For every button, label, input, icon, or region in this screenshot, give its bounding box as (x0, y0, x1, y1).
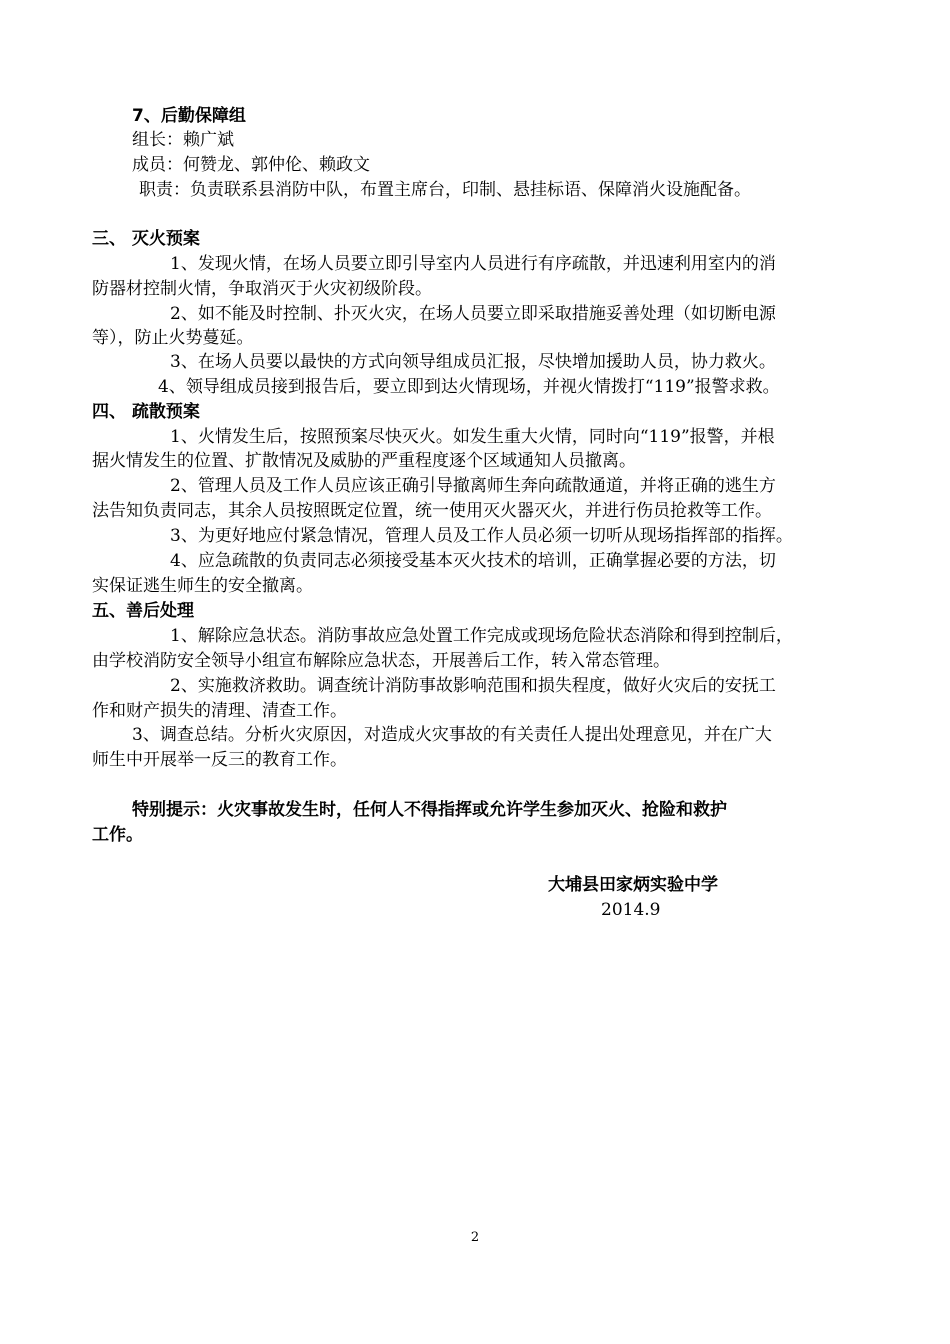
section3-p3: 3、在场人员要以最快的方式向领导组成员汇报，尽快增加援助人员，协力救火。 (170, 352, 776, 372)
section4-p2-line1: 2、管理人员及工作人员应该正确引导撤离师生奔向疏散通道，并将正确的逃生方 (170, 476, 776, 496)
section3-p4: 4、领导组成员接到报告后，要立即到达火情现场，并视火情拨打“119”报警求救。 (158, 377, 780, 397)
section4-p3: 3、为更好地应付紧急情况，管理人员及工作人员必须一切听从现场指挥部的指挥。 (170, 526, 793, 546)
section5-p2-line2: 作和财产损失的清理、清查工作。 (92, 701, 347, 721)
section5-p1-line2: 由学校消防安全领导小组宣布解除应急状态，开展善后工作，转入常态管理。 (92, 651, 670, 671)
special-notice-line1: 特别提示：火灾事故发生时，任何人不得指挥或允许学生参加灭火、抢险和救护 (132, 800, 727, 820)
page-number: 2 (470, 1230, 480, 1245)
group7-duty: 职责：负责联系县消防中队，布置主席台，印制、悬挂标语、保障消火设施配备。 (139, 180, 751, 200)
section4-p4-line1: 4、应急疏散的负责同志必须接受基本灭火技术的培训，正确掌握必要的方法，切 (170, 551, 776, 571)
section3-p1-line2: 防器材控制火情，争取消灭于火灾初级阶段。 (92, 279, 432, 299)
group7-leader: 组长：赖广斌 (132, 130, 234, 150)
signature-organization: 大埔县田家炳实验中学 (548, 875, 718, 895)
section4-p1-line2: 据火情发生的位置、扩散情况及威胁的严重程度逐个区域通知人员撤离。 (92, 451, 636, 471)
section3-p2-line1: 2、如不能及时控制、扑灭火灾，在场人员要立即采取措施妥善处理（如切断电源 (170, 304, 776, 324)
section4-heading: 四、 疏散预案 (92, 402, 200, 422)
group7-title: 7、后勤保障组 (132, 106, 246, 126)
section4-p2-line2: 法告知负责同志，其余人员按照既定位置，统一使用灭火器灭火，并进行伤员抢救等工作。 (92, 501, 772, 521)
section3-p1-line1: 1、发现火情，在场人员要立即引导室内人员进行有序疏散，并迅速利用室内的消 (170, 254, 776, 274)
special-notice-line2: 工作。 (92, 825, 143, 845)
section3-heading: 三、 灭火预案 (92, 229, 200, 249)
signature-date: 2014.9 (601, 900, 661, 920)
section4-p4-line2: 实保证逃生师生的安全撤离。 (92, 576, 313, 596)
group7-members: 成员：何赞龙、郭仲伦、赖政文 (132, 155, 370, 175)
section5-p1-line1: 1、解除应急状态。消防事故应急处置工作完成或现场危险状态消除和得到控制后， (170, 626, 793, 646)
section3-p2-line2: 等），防止火势蔓延。 (92, 328, 254, 348)
section5-p3-line1: 3、调查总结。分析火灾原因，对造成火灾事故的有关责任人提出处理意见，并在广大 (132, 725, 772, 745)
section5-heading: 五、善后处理 (92, 601, 194, 621)
section4-p1-line1: 1、火情发生后，按照预案尽快灭火。如发生重大火情，同时向“119”报警，并根 (170, 427, 775, 447)
section5-p2-line1: 2、实施救济救助。调查统计消防事故影响范围和损失程度，做好火灾后的安抚工 (170, 676, 776, 696)
section5-p3-line2: 师生中开展举一反三的教育工作。 (92, 750, 347, 770)
